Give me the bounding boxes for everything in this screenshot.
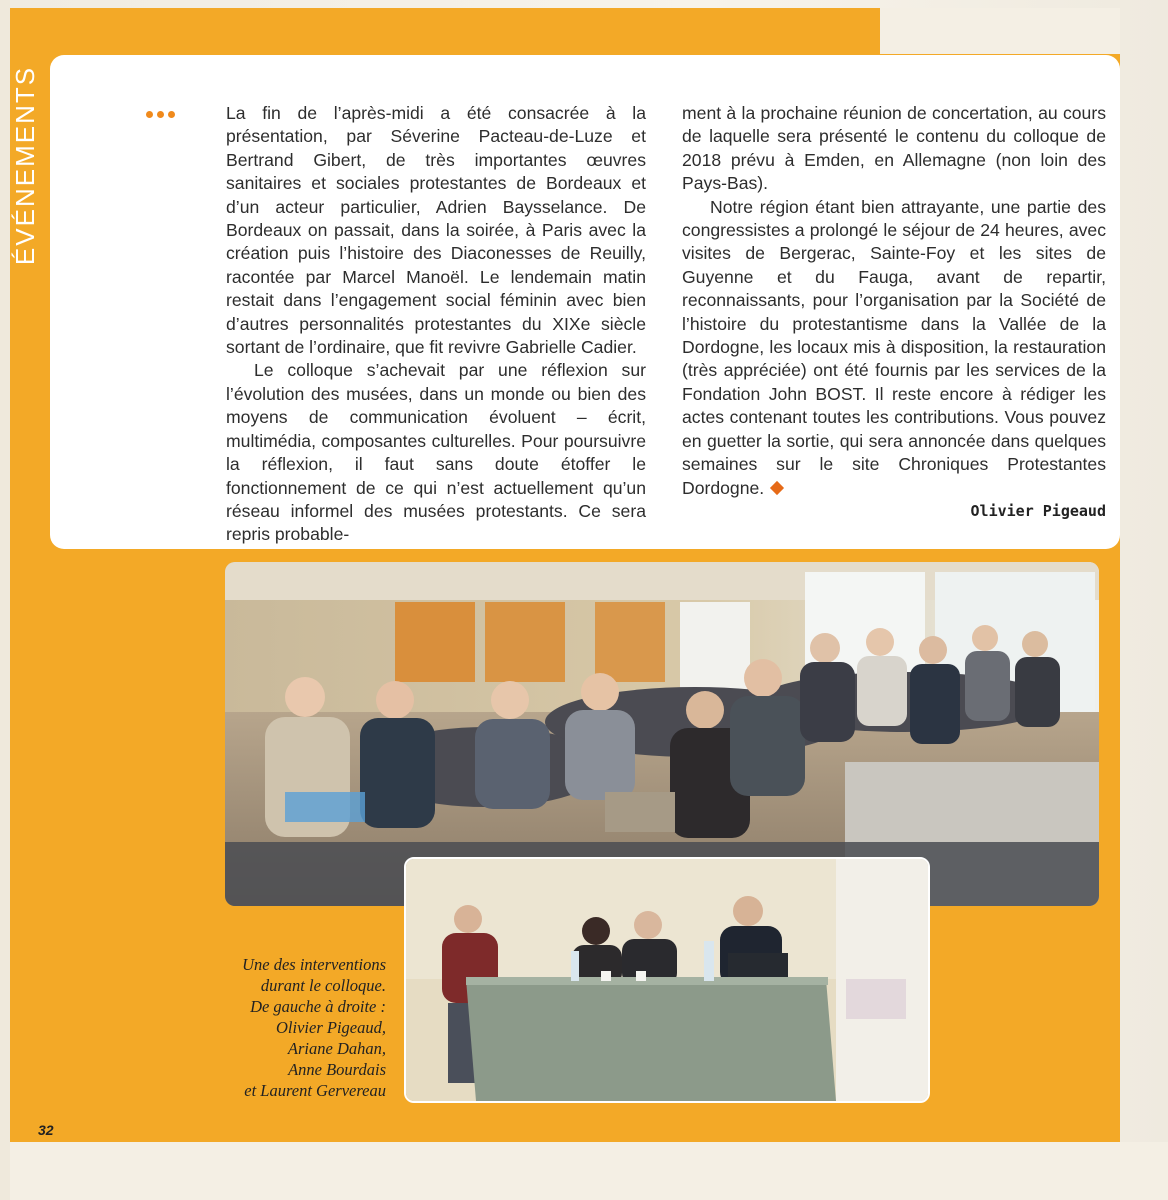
caption-line: Une des interventions bbox=[242, 955, 386, 974]
caption-line: Olivier Pigeaud, bbox=[276, 1018, 386, 1037]
page-number: 32 bbox=[38, 1122, 54, 1138]
article-paragraph: ment à la prochaine réunion de concertation, au cours de laquelle sera présenté le contenu du colloque de 2018 prévu à Emden, en Allemagne (non loin des Pays-Bas). bbox=[682, 103, 1106, 194]
article-paragraph: Le colloque s’achevait par une réflexion sur l’évolution des musées, dans un monde ou bien des moyens de communication évoluent – écrit, multimédia, composantes culturelles. Pour poursuivre la réflexion, il faut sans doute étoffer le fonctionnement de ce qui n’est actuellement qu’un réseau informel des musées protestants. Ce sera repris probable- bbox=[226, 360, 646, 545]
section-heading-text: ÉVÉNEMENTS bbox=[10, 65, 41, 265]
article-paragraph-text: Notre région étant bien attrayante, une partie des congressistes a prolongé le séjour de 24 heures, avec visites de Bergerac, Sainte-Foy et les sites de Guyenne et du Fauga, avant de repartir, reconnaissants, pour l’organisation par la Société de l’histoire du protestantisme dans la Vallée de la Dordogne, les locaux mis à disposition, la restauration (très appréciée) ont été fournis par les services de la Fondation John BOST. Il reste encore à rédiger les actes contenant toutes les contributions. Vous pouvez en guetter la sortie, qui sera annoncée dans quelques semaines sur le site Chroniques Protestantes Dordogne. bbox=[682, 196, 1106, 498]
speakers-table-photo bbox=[404, 857, 930, 1103]
caption-line: De gauche à droite : bbox=[250, 997, 386, 1016]
caption-line: durant le colloque. bbox=[260, 976, 386, 995]
page-bottom bbox=[10, 1142, 1168, 1200]
photo-caption bbox=[206, 954, 386, 1101]
caption-line: Anne Bourdais bbox=[288, 1060, 386, 1079]
paragraph-bullet-icon bbox=[146, 108, 186, 120]
frame-corner-cut bbox=[880, 8, 1120, 54]
end-of-article-icon bbox=[770, 480, 784, 494]
article-column-left bbox=[226, 102, 646, 547]
caption-line: Ariane Dahan, bbox=[287, 1039, 386, 1058]
caption-line: et Laurent Gervereau bbox=[244, 1081, 386, 1100]
article-author: Olivier Pigeaud bbox=[970, 502, 1106, 520]
conference-audience-photo bbox=[225, 562, 1099, 906]
article-paragraph-final bbox=[682, 196, 1106, 500]
article-paragraph: La fin de l’après-midi a été consacrée à la présentation, par Séverine Pacteau-de-Luze et Bertrand Gibert, de très importantes œuvres sanitaires et sociales protestantes de Bordeaux et d’un acteur particulier, Adrien Baysselance. De Bordeaux on passait, dans la soirée, à Paris avec la création puis l’histoire des Diaconesses de Reuilly, racontée par Marcel Manoël. Le lendemain matin restait dans l’engagement social féminin avec bien d’autres personnalités protestantes du XIXe siècle sortant de l’ordinaire, que fit revivre Gabrielle Cadier. bbox=[226, 103, 646, 358]
section-heading bbox=[4, 60, 48, 270]
article-column-right bbox=[682, 102, 1106, 500]
